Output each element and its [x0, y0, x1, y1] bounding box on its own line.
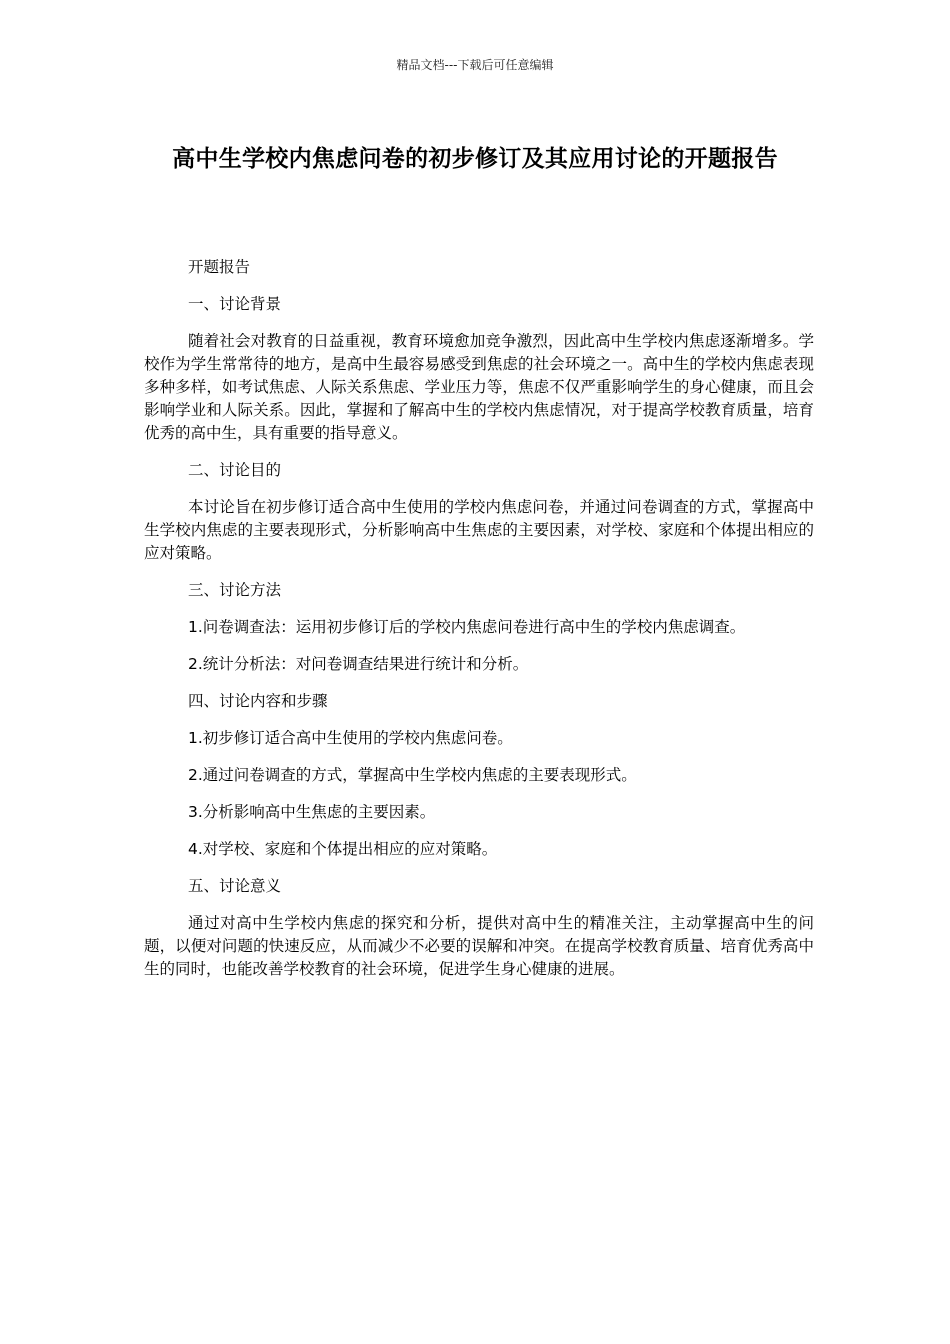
heading-significance: 五、讨论意义 [188, 877, 282, 895]
document-title: 高中生学校内焦虑问卷的初步修订及其应用讨论的开题报告 [172, 146, 778, 172]
section-label-report: 开题报告 [188, 258, 251, 276]
step-item-1: 1.初步修订适合高中生使用的学校内焦虑问卷。 [188, 729, 513, 747]
step-item-2: 2.通过问卷调查的方式，掌握高中生学校内焦虑的主要表现形式。 [188, 766, 637, 784]
paragraph-purpose: 本讨论旨在初步修订适合高中生使用的学校内焦虑问卷，并通过问卷调查的方式，掌握高中生学校内焦虑的主要表现形式，分析影响高中生焦虑的主要因素，对学校、家庭和个体提出相应的应对策略。 [144, 498, 814, 562]
heading-content-steps: 四、讨论内容和步骤 [188, 692, 328, 710]
document-body [144, 256, 814, 995]
method-item-1: 1.问卷调查法：运用初步修订后的学校内焦虑问卷进行高中生的学校内焦虑调查。 [188, 618, 746, 636]
method-item-2: 2.统计分析法：对问卷调查结果进行统计和分析。 [188, 655, 529, 673]
heading-purpose: 二、讨论目的 [188, 461, 282, 479]
step-item-3: 3.分析影响高中生焦虑的主要因素。 [188, 803, 436, 821]
step-item-4: 4.对学校、家庭和个体提出相应的应对策略。 [188, 840, 498, 858]
heading-method: 三、讨论方法 [188, 581, 282, 599]
paragraph-significance: 通过对高中生学校内焦虑的探究和分析，提供对高中生的精准关注，主动掌握高中生的问题，以便对问题的快速反应，从而减少不必要的误解和冲突。在提高学校教育质量、培育优秀高中生的同时，也能改善学校教育的社会环境，促进学生身心健康的进展。 [144, 914, 814, 978]
header-note: 精品文档---下载后可任意编辑 [396, 58, 554, 72]
paragraph-background: 随着社会对教育的日益重视，教育环境愈加竞争激烈，因此高中生学校内焦虑逐渐增多。学校作为学生常常待的地方，是高中生最容易感受到焦虑的社会环境之一。高中生的学校内焦虑表现多种多样，如考试焦虑、人际关系焦虑、学业压力等，焦虑不仅严重影响学生的身心健康，而且会影响学业和人际关系。因此，掌握和了解高中生的学校内焦虑情况，对于提高学校教育质量，培育优秀的高中生，具有重要的指导意义。 [144, 332, 814, 442]
heading-background: 一、讨论背景 [188, 295, 282, 313]
